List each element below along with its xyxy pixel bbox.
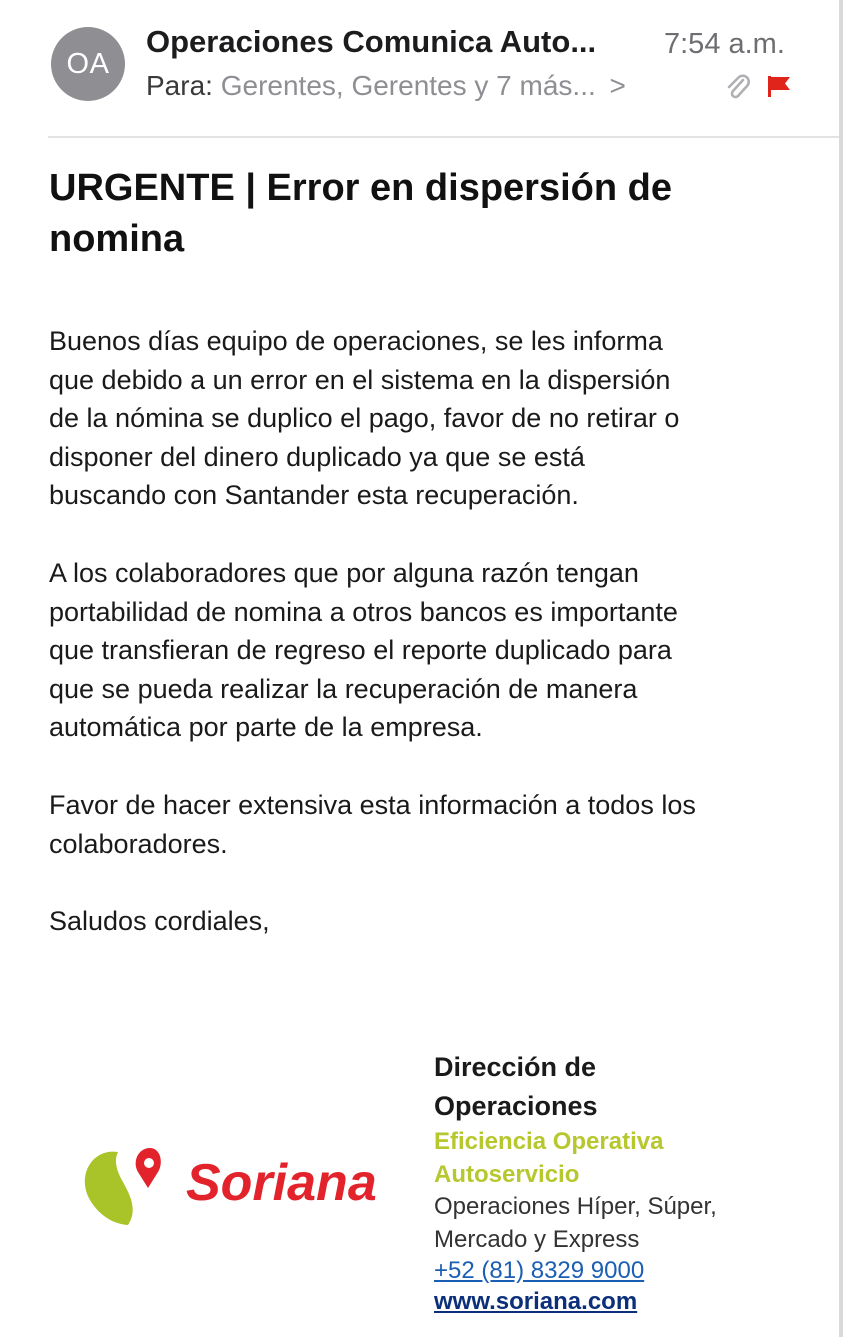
- body-line: colaboradores.: [49, 828, 228, 859]
- body-line: automática por parte de la empresa.: [49, 712, 483, 742]
- logo-wordmark: Soriana: [186, 1154, 377, 1212]
- sender-name[interactable]: Operaciones Comunica Auto...: [146, 24, 597, 59]
- body-line: Buenos días equipo de operaciones, se les informa: [49, 326, 663, 356]
- closing-line: Saludos cordiales,: [49, 906, 270, 936]
- signature-operations: [434, 1190, 814, 1256]
- recipients-list[interactable]: Gerentes, Gerentes y 7 más...: [220, 70, 596, 101]
- flag-icon[interactable]: [766, 74, 792, 98]
- body-paragraph-2: [49, 554, 809, 747]
- soriana-logo: [78, 1140, 408, 1230]
- body-line: de la nómina se duplico el pago, favor de no retirar o: [49, 403, 680, 433]
- body-line: A los colaboradores que por alguna razón tengan: [49, 558, 639, 588]
- website-link[interactable]: www.soriana.com: [434, 1288, 638, 1315]
- recipients-row[interactable]: [146, 70, 626, 102]
- paperclip-icon[interactable]: [724, 72, 752, 102]
- body-line: que se pueda realizar la recuperación de manera: [49, 673, 638, 704]
- email-header: [0, 0, 839, 136]
- header-divider: [48, 136, 839, 138]
- body-line: disponer del dinero duplicado ya que se está: [49, 441, 585, 472]
- signature-line: Dirección de: [434, 1052, 597, 1082]
- to-label: Para:: [146, 70, 213, 101]
- subject-line: URGENTE | Error en dispersión de: [49, 167, 672, 209]
- signature-area: [434, 1125, 814, 1191]
- avatar[interactable]: OA: [51, 27, 125, 101]
- body-paragraph-1: [49, 322, 809, 515]
- signature-line: Eficiencia Operativa: [434, 1128, 664, 1155]
- body-line: buscando con Santander esta recuperación.: [49, 480, 579, 510]
- signature-line: Autoservicio: [434, 1161, 580, 1188]
- signature-line: Operaciones Híper, Súper,: [434, 1193, 717, 1220]
- chevron-right-icon[interactable]: >: [609, 70, 626, 101]
- body-line: portabilidad de nomina a otros bancos es importante: [49, 596, 678, 627]
- email-subject: [49, 163, 789, 265]
- timestamp: 7:54 a.m.: [664, 28, 785, 60]
- subject-line: nomina: [49, 218, 185, 260]
- phone-link[interactable]: +52 (81) 8329 9000: [434, 1257, 645, 1284]
- body-paragraph-3: [49, 786, 809, 863]
- body-line: Favor de hacer extensiva esta información a todos los: [49, 790, 696, 820]
- window-border: [839, 0, 843, 1337]
- logo-drop-icon: [136, 1148, 161, 1188]
- signature-line: Operaciones: [434, 1091, 598, 1121]
- signature-department: [434, 1048, 814, 1126]
- body-line: que debido a un error en el sistema en la dispersión: [49, 364, 671, 395]
- body-line: que transfieran de regreso el reporte duplicado para: [49, 635, 672, 665]
- logo-leaf-icon: [85, 1152, 133, 1225]
- signature-line: Mercado y Express: [434, 1226, 640, 1253]
